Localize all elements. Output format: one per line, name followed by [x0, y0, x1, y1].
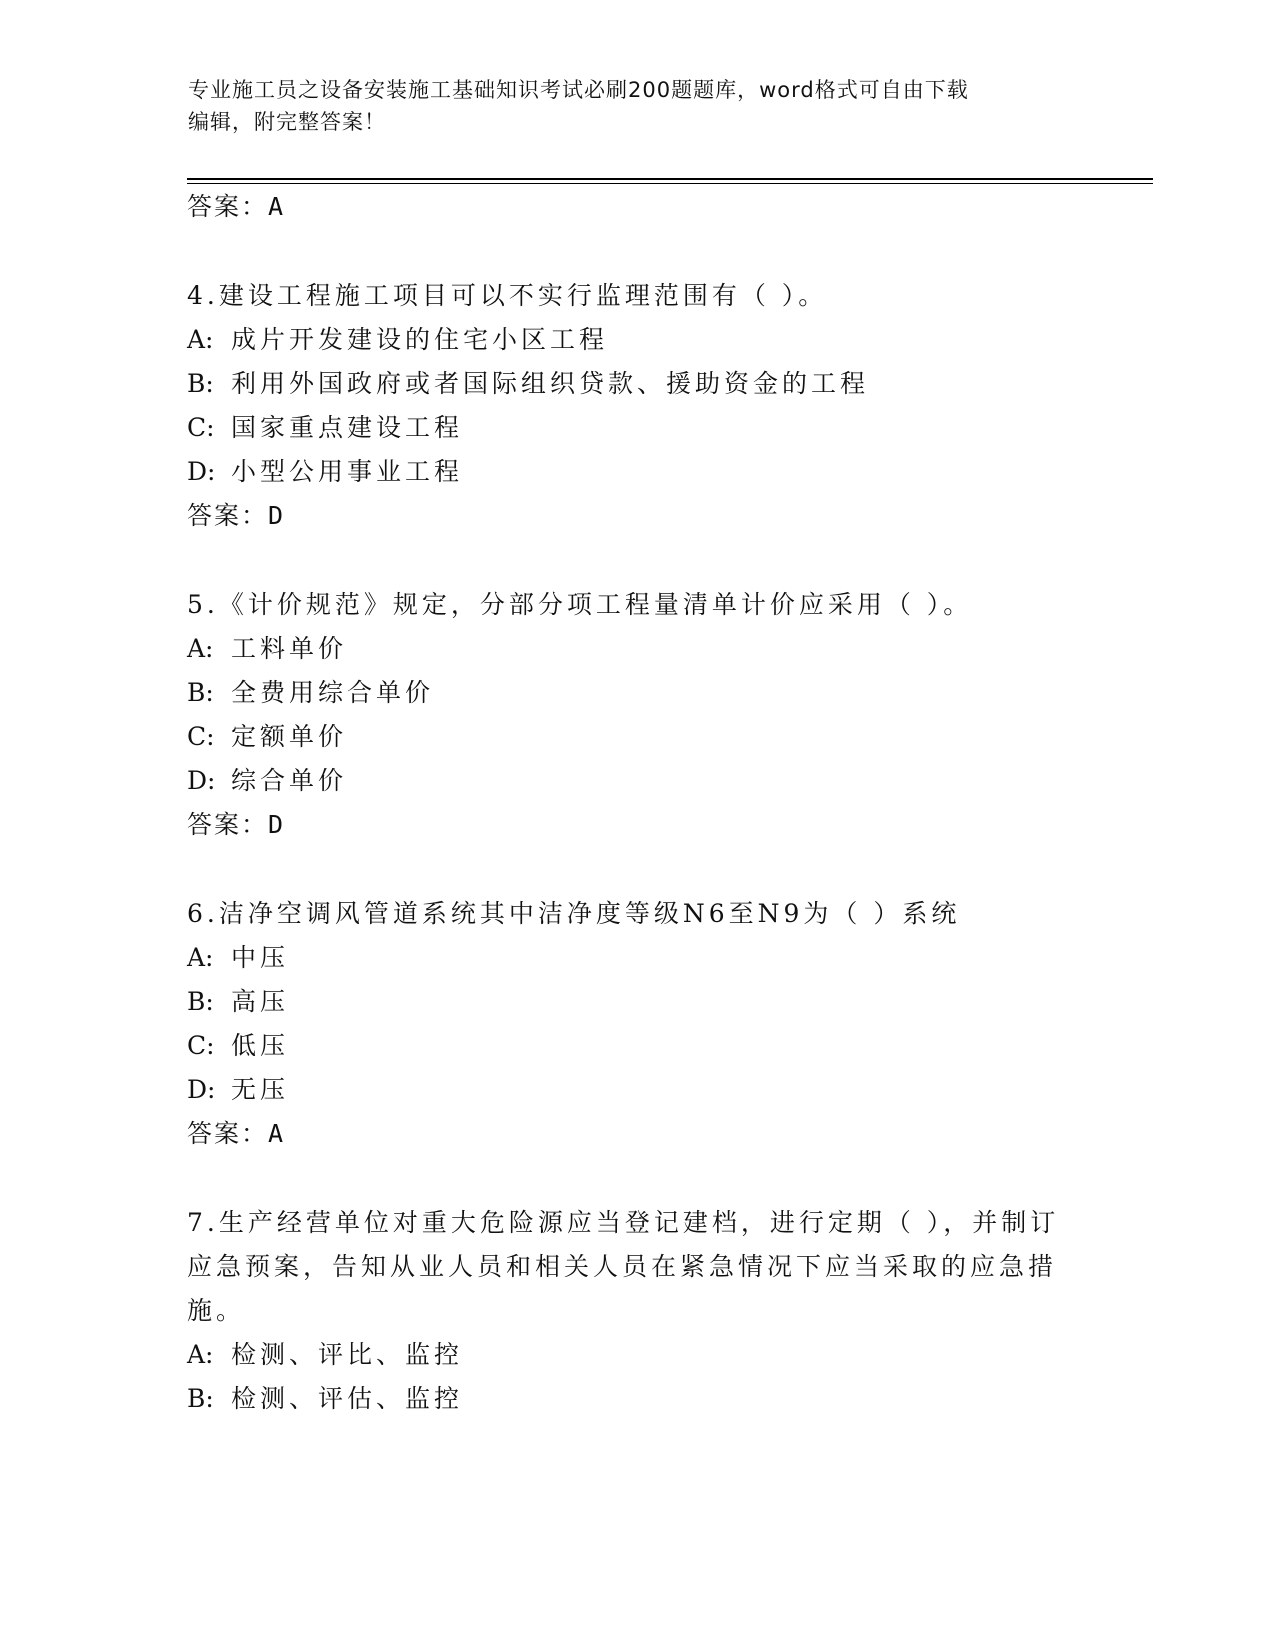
option-text: 无压 — [231, 1075, 290, 1104]
question-text: 5.《计价规范》规定，分部分项工程量清单计价应采用（ ）。 — [187, 590, 973, 619]
option-b — [187, 367, 869, 401]
option-a — [187, 323, 608, 357]
option-key: D: — [187, 457, 216, 486]
option-text: 综合单价 — [231, 766, 348, 795]
header-rule-thick — [187, 178, 1153, 180]
option-key: A: — [187, 325, 214, 354]
option-key: A: — [187, 943, 214, 972]
option-key: B: — [187, 369, 214, 398]
option-text: 国家重点建设工程 — [231, 413, 464, 442]
answer-line — [187, 499, 283, 533]
header-line-2: 编辑，附完整答案！ — [188, 110, 386, 134]
option-key: A: — [187, 634, 214, 663]
option-a — [187, 1338, 463, 1372]
option-b — [187, 1382, 463, 1416]
answer-label: 答案： — [187, 192, 269, 221]
document-header — [188, 74, 1068, 138]
question-text: 4.建设工程施工项目可以不实行监理范围有（ ）。 — [187, 281, 828, 310]
option-text: 全费用综合单价 — [231, 678, 435, 707]
option-text: 小型公用事业工程 — [231, 457, 464, 486]
option-text: 工料单价 — [231, 634, 348, 663]
option-text: 定额单价 — [231, 722, 348, 751]
option-key: A: — [187, 1340, 214, 1369]
answer-line — [187, 1117, 283, 1151]
answer-label: 答案： — [187, 810, 269, 839]
option-d — [187, 1073, 289, 1107]
question-text-line-1: 7.生产经营单位对重大危险源应当登记建档，进行定期（ ），并制订 — [187, 1208, 1060, 1237]
option-text: 利用外国政府或者国际组织贷款、援助资金的工程 — [231, 369, 870, 398]
option-text: 检测、评比、监控 — [231, 1340, 464, 1369]
option-c — [187, 720, 347, 754]
answer-line — [187, 190, 283, 224]
answer-label: 答案： — [187, 1119, 269, 1148]
option-c — [187, 1029, 289, 1063]
option-key: D: — [187, 1075, 216, 1104]
answer-value: A — [268, 1119, 284, 1148]
option-key: B: — [187, 1384, 214, 1413]
option-a — [187, 941, 289, 975]
option-key: C: — [187, 1031, 215, 1060]
option-text: 低压 — [231, 1031, 290, 1060]
option-a — [187, 632, 347, 666]
option-key: C: — [187, 413, 215, 442]
answer-value: A — [268, 192, 284, 221]
option-d — [187, 764, 347, 798]
header-rule-thin — [187, 183, 1153, 184]
question-text: 6.洁净空调风管道系统其中洁净度等级N6至N9为（ ）系统 — [187, 899, 961, 928]
option-text: 检测、评估、监控 — [231, 1384, 464, 1413]
question-text-line-2: 应急预案，告知从业人员和相关人员在紧急情况下应当采取的应急措 — [187, 1252, 1058, 1281]
option-b — [187, 985, 289, 1019]
header-line-1: 专业施工员之设备安装施工基础知识考试必刷200题题库，word格式可自由下载 — [188, 78, 969, 102]
option-text: 中压 — [231, 943, 290, 972]
answer-value: D — [268, 810, 284, 839]
option-key: B: — [187, 678, 214, 707]
option-key: C: — [187, 722, 215, 751]
option-key: D: — [187, 766, 216, 795]
question-text-line-3: 施。 — [187, 1296, 246, 1325]
option-key: B: — [187, 987, 214, 1016]
answer-value: D — [268, 501, 284, 530]
option-text: 成片开发建设的住宅小区工程 — [231, 325, 609, 354]
option-d — [187, 455, 463, 489]
option-b — [187, 676, 434, 710]
option-text: 高压 — [231, 987, 290, 1016]
answer-line — [187, 808, 283, 842]
option-c — [187, 411, 463, 445]
answer-label: 答案： — [187, 501, 269, 530]
